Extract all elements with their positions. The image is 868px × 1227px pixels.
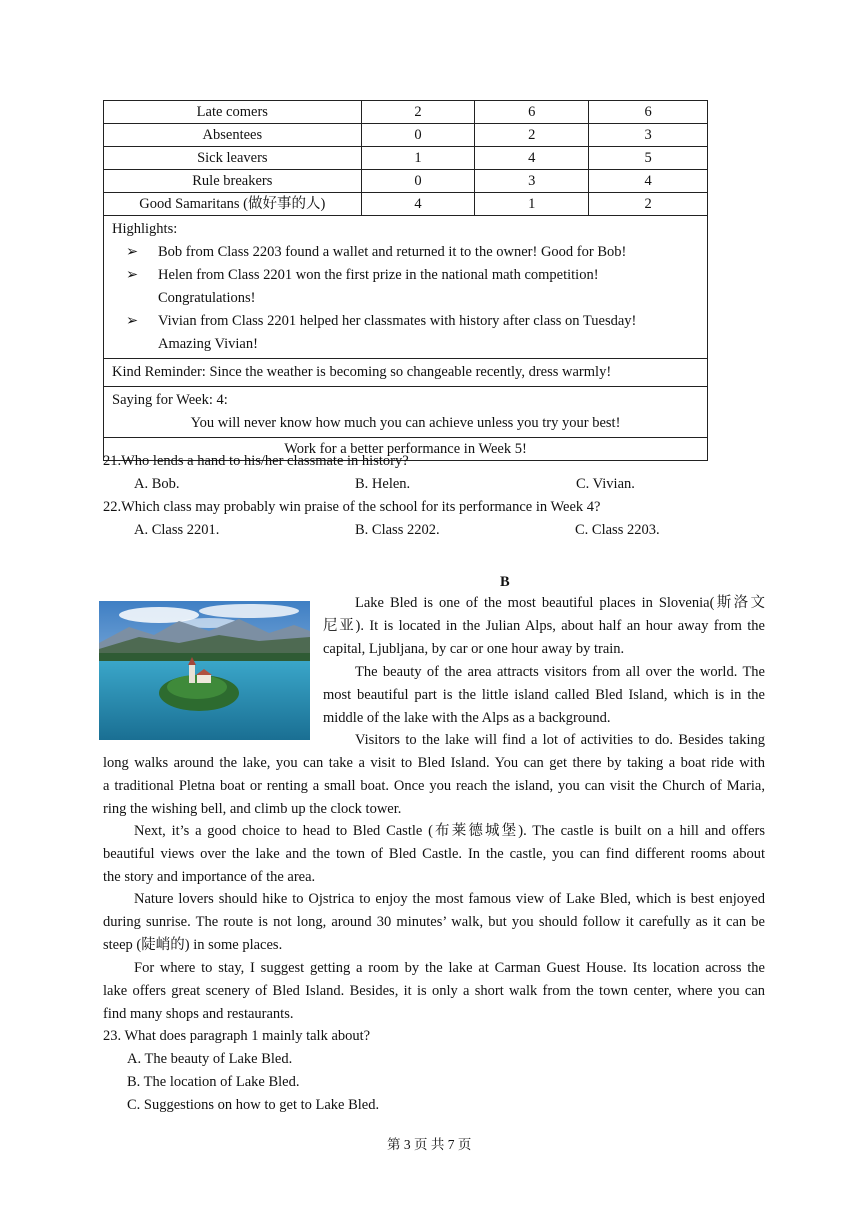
passage-paragraph-4	[103, 820, 765, 888]
passage-line: find many shops and restaurants.	[103, 1005, 294, 1022]
highlights-title: Highlights:	[112, 221, 178, 237]
saying-cell	[104, 386, 708, 437]
row-label: Good Samaritans (做好事的人)	[104, 193, 362, 216]
cell-value: 6	[589, 101, 708, 124]
cell-value: 2	[475, 124, 589, 147]
cell-value: 0	[361, 124, 475, 147]
question-21-option-c: C. Vivian.	[576, 476, 635, 492]
table-row	[104, 170, 708, 193]
passage-line: the story and importance of the area.	[103, 868, 316, 885]
cell-value: 3	[589, 124, 708, 147]
lake-bled-illustration	[99, 601, 310, 740]
saying-row	[104, 386, 708, 437]
passage-line: For where to stay, I suggest getting a room by the lake at Carman Guest House. Its location across the	[134, 960, 765, 976]
cell-value: 2	[589, 193, 708, 216]
passage-line: long walks around the lake, you can take a visit to Bled Island. You can get there by taking a boat ride with	[103, 755, 765, 771]
passage-line: The beauty of the area attracts visitors from all over the world. The	[355, 664, 765, 680]
passage-line: most beautiful part is the little island called Bled Island, which is in the	[323, 686, 765, 703]
table-row	[104, 124, 708, 147]
cell-value: 3	[475, 170, 589, 193]
passage-line: middle of the lake with the Alps as a background.	[323, 709, 611, 726]
highlights-row	[104, 216, 708, 359]
passage-line: beautiful views over the lake and the town of Bled Castle. In the castle, you can find different rooms about	[103, 845, 765, 862]
table-row	[104, 101, 708, 124]
table-row	[104, 193, 708, 216]
stats-body	[104, 101, 708, 461]
passage-line: 尼亚). It is located in the Julian Alps, about half an hour away from the	[323, 617, 765, 634]
question-23-option-a: A. The beauty of Lake Bled.	[127, 1051, 293, 1067]
highlight-item	[112, 310, 699, 356]
cell-value: 4	[475, 147, 589, 170]
cell-value: 1	[361, 147, 475, 170]
highlight-text: Helen from Class 2201 won the first prize in the national math competition!	[158, 267, 599, 283]
arrow-bullet-icon: ➢	[126, 244, 139, 260]
row-label: Sick leavers	[104, 147, 362, 170]
question-21-option-a: A. Bob.	[134, 476, 180, 492]
question-23-option-c: C. Suggestions on how to get to Lake Bled.	[127, 1097, 380, 1113]
arrow-bullet-icon: ➢	[126, 313, 139, 329]
stats-table	[103, 100, 708, 461]
highlight-text: Vivian from Class 2201 helped her classmates with history after class on Tuesday!	[158, 313, 637, 329]
row-label: Absentees	[104, 124, 362, 147]
question-22-stem: 22.Which class may probably win praise of the school for its performance in Week 4?	[103, 499, 601, 515]
passage-line: Lake Bled is one of the most beautiful places in Slovenia(斯洛文	[355, 595, 765, 611]
saying-title: Saying for Week: 4:	[112, 391, 228, 408]
passage-line: ring the wishing bell, and climb up the clock tower.	[103, 800, 402, 817]
passage-line: lake offers great scenery of Bled Island. Besides, it is only a short walk from the town center, where you can	[103, 982, 765, 999]
passage-line: Next, it’s a good choice to head to Bled Castle (布莱德城堡). The castle is built on a hill and offers	[134, 823, 765, 839]
passage-line: capital, Ljubljana, by car or one hour away by train.	[323, 640, 625, 657]
question-22-option-a: A. Class 2201.	[134, 522, 220, 538]
question-21-stem: 21.Who lends a hand to his/her classmate in history?	[103, 453, 409, 469]
question-22-option-c: C. Class 2203.	[575, 522, 660, 538]
cell-value: 4	[589, 170, 708, 193]
lake-bled-photo	[99, 601, 310, 740]
cell-value: 6	[475, 101, 589, 124]
cell-value: 4	[361, 193, 475, 216]
passage-paragraph-6	[103, 957, 765, 1025]
page-footer: 第 3 页 共 7 页	[387, 1137, 472, 1152]
cell-value: 5	[589, 147, 708, 170]
table-row	[104, 147, 708, 170]
question-23-stem: 23. What does paragraph 1 mainly talk about?	[103, 1028, 371, 1044]
cell-value: 2	[361, 101, 475, 124]
row-label: Late comers	[104, 101, 362, 124]
highlight-item	[112, 241, 699, 264]
highlight-text: Bob from Class 2203 found a wallet and returned it to the owner! Good for Bob!	[158, 244, 627, 260]
passage-paragraph-2	[323, 661, 765, 729]
highlight-text: Amazing Vivian!	[158, 336, 258, 352]
passage-paragraph-3-first-line	[355, 729, 765, 752]
passage-paragraph-5	[103, 888, 765, 956]
reminder-text: Kind Reminder: Since the weather is becoming so changeable recently, dress warmly!	[104, 359, 708, 387]
passage-line: steep (陡峭的) in some places.	[103, 936, 283, 953]
section-heading: B	[500, 574, 510, 590]
question-23-option-b: B. The location of Lake Bled.	[127, 1074, 300, 1090]
question-21-option-b: B. Helen.	[355, 476, 411, 492]
cell-value: 1	[475, 193, 589, 216]
passage-paragraph-1	[323, 592, 765, 660]
reminder-row	[104, 359, 708, 387]
row-label: Rule breakers	[104, 170, 362, 193]
question-22-option-b: B. Class 2202.	[355, 522, 440, 538]
closing-text: Work for a better performance in Week 5!	[104, 437, 708, 460]
cell-value: 0	[361, 170, 475, 193]
passage-line: a traditional Pletna boat or renting a small boat. Once you reach the island, you can visit the Church of Maria,	[103, 777, 765, 794]
passage-line: Visitors to the lake will find a lot of activities to do. Besides taking	[355, 732, 765, 748]
highlights-cell	[104, 216, 708, 359]
passage-line: during sunrise. The route is not long, around 30 minutes’ walk, but you should follow it carefully as it can be	[103, 913, 765, 930]
highlight-item	[112, 264, 699, 310]
highlight-text: Congratulations!	[158, 290, 256, 306]
passage-paragraph-3	[103, 752, 765, 820]
arrow-bullet-icon: ➢	[126, 267, 139, 283]
saying-text: You will never know how much you can achieve unless you try your best!	[190, 414, 621, 431]
passage-line: Nature lovers should hike to Ojstrica to enjoy the most famous view of Lake Bled, which is best enjoyed	[134, 891, 765, 907]
